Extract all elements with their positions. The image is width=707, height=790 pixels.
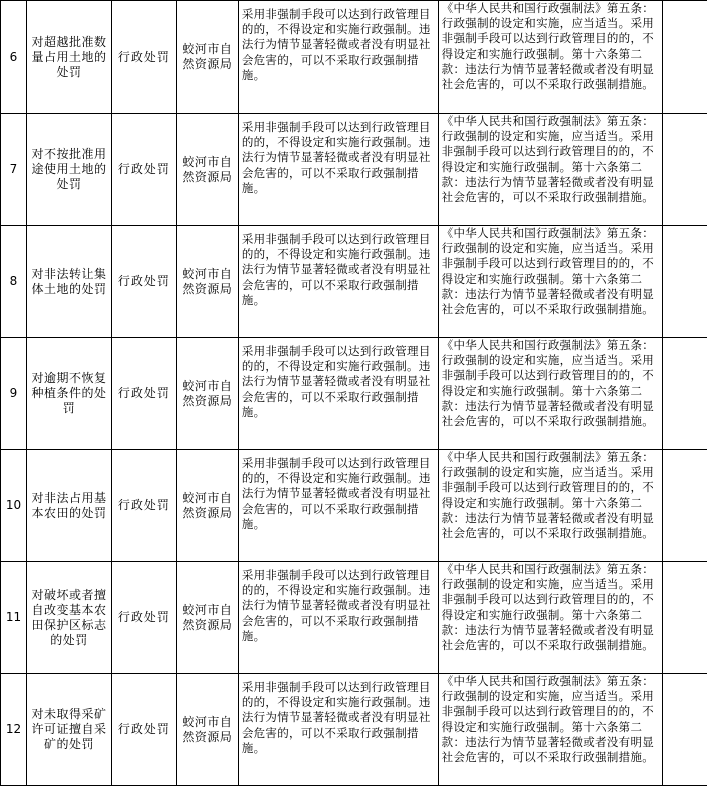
item-name: 对破坏或者擅自改变基本农田保护区标志的处罚 xyxy=(26,562,111,674)
table-row xyxy=(1,450,707,562)
department: 蛟河市自然资源局 xyxy=(176,674,238,786)
condition-text: 采用非强制手段可以达到行政管理目的的，不得设定和实施行政强制。违法行为情节显著轻微或者没有明显社会危害的，可以不采取行政强制措施。 xyxy=(238,450,438,562)
department: 蛟河市自然资源局 xyxy=(176,450,238,562)
item-type: 行政处罚 xyxy=(111,450,176,562)
row-number: 8 xyxy=(1,226,27,338)
empty-cell xyxy=(662,562,707,674)
row-number: 10 xyxy=(1,450,27,562)
table-row xyxy=(1,226,707,338)
department: 蛟河市自然资源局 xyxy=(176,338,238,450)
row-number: 6 xyxy=(1,1,27,114)
empty-cell xyxy=(662,226,707,338)
row-number: 9 xyxy=(1,338,27,450)
empty-cell xyxy=(662,674,707,786)
item-name: 对未取得采矿许可证擅自采矿的处罚 xyxy=(26,674,111,786)
item-name: 对逾期不恢复种植条件的处罚 xyxy=(26,338,111,450)
empty-cell xyxy=(662,114,707,226)
row-number: 12 xyxy=(1,674,27,786)
department: 蛟河市自然资源局 xyxy=(176,114,238,226)
table-row xyxy=(1,338,707,450)
department: 蛟河市自然资源局 xyxy=(176,226,238,338)
empty-cell xyxy=(662,338,707,450)
table-body xyxy=(1,1,707,786)
table-row xyxy=(1,562,707,674)
legal-basis: 《中华人民共和国行政强制法》第五条：行政强制的设定和实施，应当适当。采用非强制手段可以达到行政管理目的的，不得设定和实施行政强制。第十六条第二款：违法行为情节显著轻微或者没有明显社会危害的，可以不采取行政强制措施。 xyxy=(438,338,662,450)
legal-basis: 《中华人民共和国行政强制法》第五条：行政强制的设定和实施，应当适当。采用非强制手段可以达到行政管理目的的，不得设定和实施行政强制。第十六条第二款：违法行为情节显著轻微或者没有明显社会危害的，可以不采取行政强制措施。 xyxy=(438,562,662,674)
legal-basis: 《中华人民共和国行政强制法》第五条：行政强制的设定和实施，应当适当。采用非强制手段可以达到行政管理目的的，不得设定和实施行政强制。第十六条第二款：违法行为情节显著轻微或者没有明显社会危害的，可以不采取行政强制措施。 xyxy=(438,114,662,226)
row-number: 11 xyxy=(1,562,27,674)
condition-text: 采用非强制手段可以达到行政管理目的的，不得设定和实施行政强制。违法行为情节显著轻微或者没有明显社会危害的，可以不采取行政强制措施。 xyxy=(238,338,438,450)
item-type: 行政处罚 xyxy=(111,338,176,450)
department: 蛟河市自然资源局 xyxy=(176,562,238,674)
item-type: 行政处罚 xyxy=(111,1,176,114)
legal-basis: 《中华人民共和国行政强制法》第五条：行政强制的设定和实施，应当适当。采用非强制手段可以达到行政管理目的的，不得设定和实施行政强制。第十六条第二款：违法行为情节显著轻微或者没有明显社会危害的，可以不采取行政强制措施。 xyxy=(438,450,662,562)
table-row xyxy=(1,674,707,786)
condition-text: 采用非强制手段可以达到行政管理目的的，不得设定和实施行政强制。违法行为情节显著轻微或者没有明显社会危害的，可以不采取行政强制措施。 xyxy=(238,114,438,226)
condition-text: 采用非强制手段可以达到行政管理目的的，不得设定和实施行政强制。违法行为情节显著轻微或者没有明显社会危害的，可以不采取行政强制措施。 xyxy=(238,562,438,674)
condition-text: 采用非强制手段可以达到行政管理目的的，不得设定和实施行政强制。违法行为情节显著轻微或者没有明显社会危害的，可以不采取行政强制措施。 xyxy=(238,674,438,786)
empty-cell xyxy=(662,1,707,114)
item-type: 行政处罚 xyxy=(111,562,176,674)
condition-text: 采用非强制手段可以达到行政管理目的的，不得设定和实施行政强制。违法行为情节显著轻微或者没有明显社会危害的，可以不采取行政强制措施。 xyxy=(238,1,438,114)
table-row xyxy=(1,114,707,226)
row-number: 7 xyxy=(1,114,27,226)
legal-basis: 《中华人民共和国行政强制法》第五条：行政强制的设定和实施，应当适当。采用非强制手段可以达到行政管理目的的，不得设定和实施行政强制。第十六条第二款：违法行为情节显著轻微或者没有明显社会危害的，可以不采取行政强制措施。 xyxy=(438,226,662,338)
item-type: 行政处罚 xyxy=(111,226,176,338)
item-name: 对非法转让集体土地的处罚 xyxy=(26,226,111,338)
legal-basis: 《中华人民共和国行政强制法》第五条：行政强制的设定和实施，应当适当。采用非强制手段可以达到行政管理目的的，不得设定和实施行政强制。第十六条第二款：违法行为情节显著轻微或者没有明显社会危害的，可以不采取行政强制措施。 xyxy=(438,1,662,114)
empty-cell xyxy=(662,450,707,562)
item-name: 对超越批准数量占用土地的处罚 xyxy=(26,1,111,114)
condition-text: 采用非强制手段可以达到行政管理目的的，不得设定和实施行政强制。违法行为情节显著轻微或者没有明显社会危害的，可以不采取行政强制措施。 xyxy=(238,226,438,338)
department: 蛟河市自然资源局 xyxy=(176,1,238,114)
table-row xyxy=(1,1,707,114)
item-type: 行政处罚 xyxy=(111,114,176,226)
item-name: 对不按批准用途使用土地的处罚 xyxy=(26,114,111,226)
item-type: 行政处罚 xyxy=(111,674,176,786)
item-name: 对非法占用基本农田的处罚 xyxy=(26,450,111,562)
legal-basis: 《中华人民共和国行政强制法》第五条：行政强制的设定和实施，应当适当。采用非强制手段可以达到行政管理目的的，不得设定和实施行政强制。第十六条第二款：违法行为情节显著轻微或者没有明显社会危害的，可以不采取行政强制措施。 xyxy=(438,674,662,786)
